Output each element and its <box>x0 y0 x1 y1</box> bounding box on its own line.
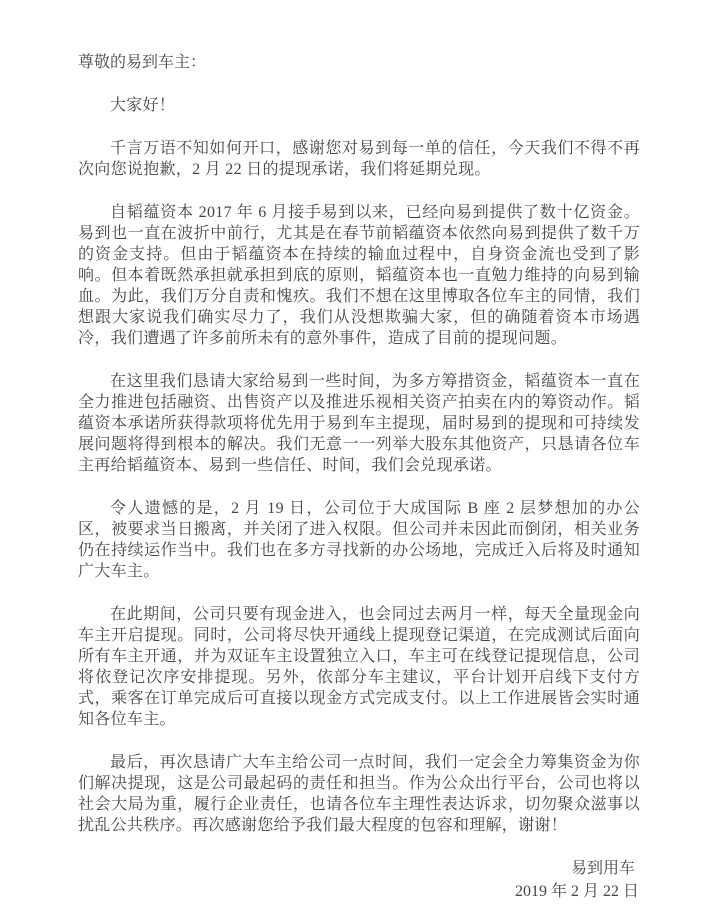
signature-block <box>78 858 640 902</box>
paragraph-office-relocation: 令人遗憾的是，2 月 19 日，公司位于大成国际 B 座 2 层梦想加的办公区，被要求当日搬离，并关闭了进入权限。但公司并未因此而倒闭，相关业务仍在持续运作当中。我们也在多方寻找新的办公场地，完成迁入后将及时通知广大车主。 <box>78 500 640 580</box>
signature: 易到用车 <box>570 860 635 877</box>
paragraph-fundraising-plan: 在这里我们恳请大家给易到一些时间，为多方筹措资金，韬蕴资本一直在全力推进包括融资、出售资产以及推进乐视相关资产拍卖在内的筹资动作。韬蕴资本承诺所获得款项将优先用于易到车主提现，届时易到的提现和可持续发展问题将得到根本的解决。我们无意一一列举大股东其他资产，只恳请各位车主再给韬蕴资本、易到一些信任、时间，我们会兑现承诺。 <box>78 373 640 474</box>
salutation: 尊敬的易到车主： <box>78 54 207 71</box>
greeting: 大家好！ <box>110 97 176 114</box>
paragraph-withdrawal-measures: 在此期间，公司只要有现金进入，也会同过去两月一样，每天全量现金向车主开启提现。同时，公司将尽快开通线上提现登记渠道，在完成测试后面向所有车主开通，并为双证车主设置独立入口，车主可在线登记提现信息，公司将依登记次序安排提现。另外，依部分车主建议，平台计划开启线下支付方式，乘客在订单完成后可直接以现金方式完成支付。以上工作进展皆会实时通知各位车主。 <box>78 606 640 728</box>
letter-date: 2019 年 2 月 22 日 <box>514 883 639 900</box>
paragraph-closing-appeal: 最后，再次恳请广大车主给公司一点时间，我们一定会全力筹集资金为你们解决提现，这是公司最起码的责任和担当。作为公众出行平台，公司也将以社会大局为重，履行企业责任，也请各位车主理性表达诉求，切勿聚众滋事以扰乱公共秩序。再次感谢您给予我们最大程度的包容和理解，谢谢！ <box>78 754 640 834</box>
paragraph-capital-background: 自韬蕴资本 2017 年 6 月接手易到以来，已经向易到提供了数十亿资金。易到也一直在波折中前行，尤其是在春节前韬蕴资本依然向易到提供了数千万的资金支持。但由于韬蕴资本在持续的输血过程中，自身资金流也受到了影响。但本着既然承担就承担到底的原则，韬蕴资本也一直勉力维持的向易到输血。为此，我们万分自责和愧疚。我们不想在这里博取各位车主的同情，我们想跟大家说我们确实尽力了，我们从没想欺骗大家，但的确随着资本市场遇冷，我们遭遇了许多前所未有的意外事件，造成了目前的提现问题。 <box>78 204 640 347</box>
paragraph-apology: 千言万语不知如何开口，感谢您对易到每一单的信任，今天我们不得不再次向您说抱歉，2 月 22 日的提现承诺，我们将延期兑现。 <box>78 140 640 178</box>
